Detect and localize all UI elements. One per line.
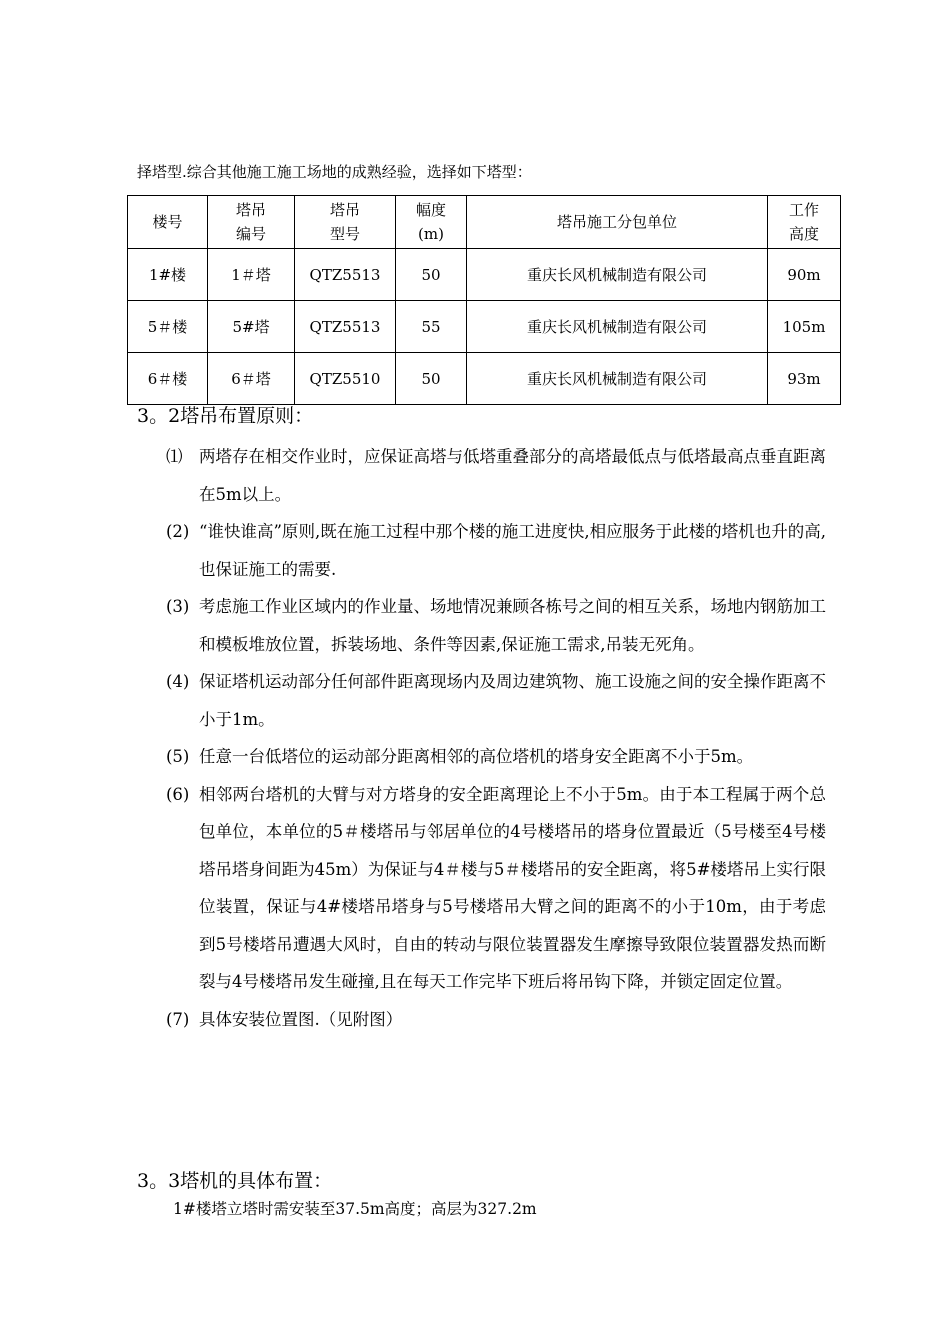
tower-crane-table	[127, 195, 841, 405]
header-building: 楼号	[128, 196, 208, 249]
item-text: “谁快谁高”原则,既在施工过程中那个楼的施工进度快,相应服务于此楼的塔机也升的高,也保证施工的需要.	[199, 522, 826, 579]
item-text: 两塔存在相交作业时，应保证高塔与低塔重叠部分的高塔最低点与低塔最高点垂直距离在5m以上。	[199, 447, 826, 504]
cell-crane-number: 6＃塔	[208, 353, 295, 405]
cell-building: 6＃楼	[128, 353, 208, 405]
item-text: 任意一台低塔位的运动部分距离相邻的高位塔机的塔身安全距离不小于5m。	[199, 747, 754, 766]
header-crane-number: 塔吊 编号	[208, 196, 295, 249]
cell-crane-number: 5#塔	[208, 301, 295, 353]
cell-working-height: 93m	[768, 353, 841, 405]
item-number: (6)	[166, 784, 190, 804]
header-subcontractor: 塔吊施工分包单位	[467, 196, 768, 249]
table-row	[128, 301, 841, 353]
item-text: 考虑施工作业区域内的作业量、场地情况兼顾各栋号之间的相互关系，场地内钢筋加工和模板堆放位置，拆装场地、条件等因素,保证施工需求,吊装无死角。	[199, 597, 826, 654]
list-item	[166, 1001, 826, 1039]
cell-range: 55	[396, 301, 467, 353]
header-crane-model: 塔吊 型号	[295, 196, 396, 249]
cell-working-height: 90m	[768, 249, 841, 301]
cell-range: 50	[396, 353, 467, 405]
cell-crane-model: QTZ5513	[295, 249, 396, 301]
cell-subcontractor: 重庆长风机械制造有限公司	[467, 249, 768, 301]
cell-working-height: 105m	[768, 301, 841, 353]
list-item	[166, 588, 826, 663]
item-number: (2)	[166, 522, 190, 541]
item-number: (7)	[166, 1009, 190, 1029]
intro-text: 择塔型.综合其他施工施工场地的成熟经验，选择如下塔型：	[137, 163, 532, 181]
list-item	[166, 663, 826, 738]
table-header-row	[128, 196, 841, 249]
header-range: 幅度 (m)	[396, 196, 467, 249]
cell-subcontractor: 重庆长风机械制造有限公司	[467, 353, 768, 405]
cell-building: 1#楼	[128, 249, 208, 301]
header-working-height: 工作 高度	[768, 196, 841, 249]
list-item	[166, 438, 826, 513]
item-number: (3)	[166, 597, 190, 616]
item-number: ⑴	[166, 447, 183, 466]
item-number: (5)	[166, 747, 190, 766]
installation-note: 1#楼塔立塔时需安装至37.5m高度；高层为327.2m	[173, 1200, 537, 1218]
table-row	[128, 249, 841, 301]
list-item	[166, 738, 826, 776]
table-row	[128, 353, 841, 405]
item-text: 具体安装位置图.（见附图）	[199, 1009, 403, 1029]
cell-building: 5＃楼	[128, 301, 208, 353]
item-text: 保证塔机运动部分任何部件距离现场内及周边建筑物、施工设施之间的安全操作距离不小于1m。	[199, 672, 826, 729]
list-item	[166, 513, 826, 588]
principles-list	[166, 438, 826, 1038]
cell-crane-model: QTZ5510	[295, 353, 396, 405]
cell-subcontractor: 重庆长风机械制造有限公司	[467, 301, 768, 353]
item-number: (4)	[166, 672, 190, 691]
cell-crane-model: QTZ5513	[295, 301, 396, 353]
section-3-2-heading: 3。2塔吊布置原则：	[137, 405, 314, 427]
item-text: 相邻两台塔机的大臂与对方塔身的安全距离理论上不小于5m。由于本工程属于两个总包单位，本单位的5＃楼塔吊与邻居单位的4号楼塔吊的塔身位置最近（5号楼至4号楼塔吊塔身间距为45m）为保证与4＃楼与5＃楼塔吊的安全距离，将5#楼塔吊上实行限位装置，保证与4#楼塔吊塔身与5号楼塔吊大臂之间的距离不的小于10m，由于考虑到5号楼塔吊遭遇大风时，自由的转动与限位装置器发生摩擦导致限位装置器发热而断裂与4号楼塔吊发生碰撞,且在每天工作完毕下班后将吊钩下降，并锁定固定位置。	[199, 784, 826, 991]
section-3-3-heading: 3。3塔机的具体布置：	[137, 1170, 333, 1192]
list-item	[166, 776, 826, 1001]
cell-crane-number: 1＃塔	[208, 249, 295, 301]
cell-range: 50	[396, 249, 467, 301]
